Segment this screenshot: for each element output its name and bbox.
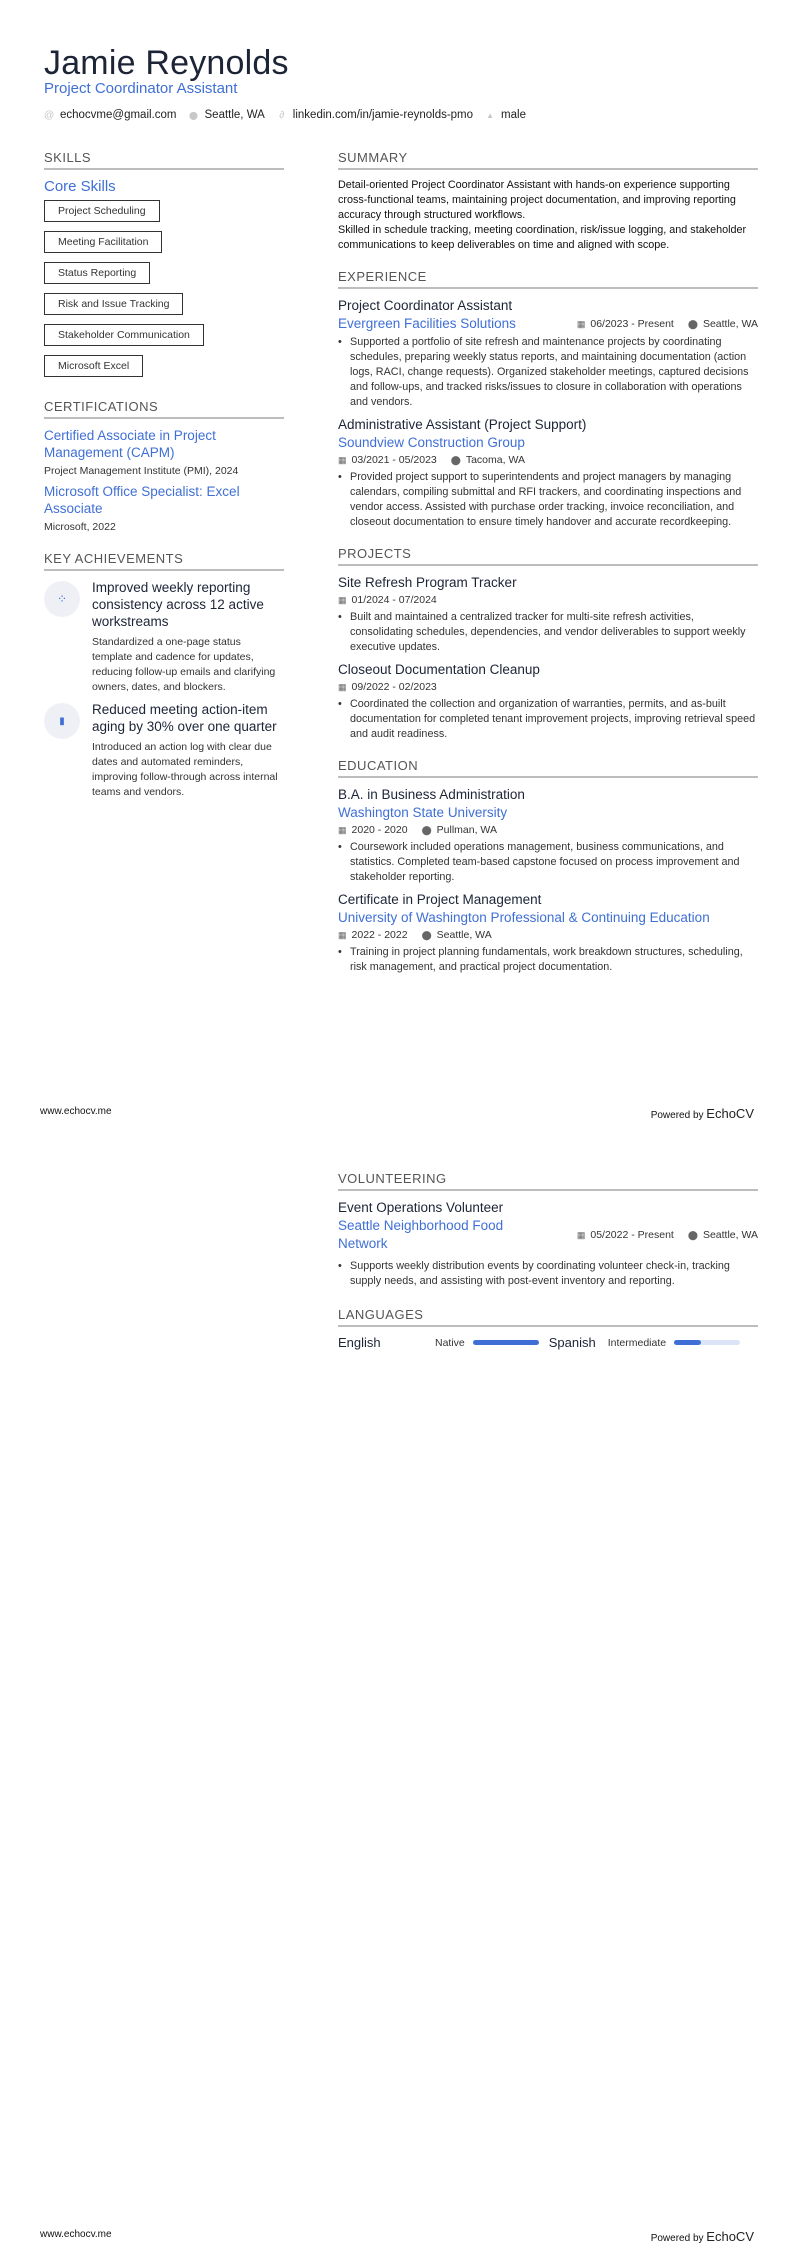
calendar-icon: ▦ [338, 930, 347, 940]
at-icon: @ [44, 109, 55, 121]
education-dates: 2020 - 2020 [351, 824, 408, 836]
education-location: Pullman, WA [436, 824, 497, 836]
certification-name: Microsoft Office Specialist: Excel Associate [44, 484, 240, 516]
target-icon: ⁘ [44, 581, 80, 617]
location-pin-icon: ⬤ [450, 455, 461, 465]
location-pin-icon: ⬤ [687, 1230, 698, 1240]
skill-tag: Stakeholder Communication [44, 324, 204, 346]
project-title: Site Refresh Program Tracker [338, 575, 517, 590]
skill-tag: Status Reporting [44, 262, 150, 284]
school-name: Washington State University [338, 805, 508, 820]
footer-site-link[interactable]: www.echocv.me [40, 1106, 112, 1117]
job-bullet: • Supported a portfolio of site refresh and maintenance projects by coordinating schedules, preparing weekly status reports, and maintaining documentation (action logs, RACI, change requests). Organized stakeholder meetings, captured decisions and follow-ups, and tracked risks/issues to closure in collaboration with operations and vendors. [338, 335, 758, 410]
volunteer-title: Event Operations Volunteer [338, 1200, 504, 1215]
project-title: Closeout Documentation Cleanup [338, 662, 540, 677]
contact-gender-text: male [501, 109, 526, 121]
contact-linkedin[interactable] [277, 109, 473, 121]
education-entry [338, 786, 758, 885]
achievement-item [44, 579, 284, 695]
certifications-section [44, 399, 284, 533]
candidate-name: Jamie Reynolds [44, 44, 289, 82]
volunteer-org: Seattle Neighborhood Food Network [338, 1218, 504, 1251]
achievement-title: Improved weekly reporting consistency across 12 active workstreams [92, 580, 264, 629]
summary-section [338, 150, 758, 253]
language-name: Spanish [548, 1335, 596, 1350]
job-bullet: • Provided project support to superintendents and project managers by managing calendars, compiling submittal and RFI trackers, and coordinating inspections and vendor access. Assisted with purchase order tracking, invoice reconciliation, and closeout documentation to ensure timely handover and accurate recordkeeping. [338, 470, 758, 530]
degree: Certificate in Project Management [338, 892, 542, 907]
projects-section [338, 546, 758, 742]
experience-entry [338, 416, 758, 530]
achievement-description: Standardized a one-page status template and cadence for updates, reducing follow-up emails and clarifying owners, dates, and blockers. [92, 636, 276, 693]
project-entry [338, 574, 758, 655]
contact-linkedin-text: linkedin.com/in/jamie-reynolds-pmo [292, 109, 474, 121]
project-dates: 09/2022 - 02/2023 [351, 681, 437, 693]
achievement-description: Introduced an action log with clear due dates and automated reminders, improving follow-through across internal teams and vendors. [92, 741, 278, 798]
education-location: Seattle, WA [436, 929, 492, 941]
education-bullet: • Coursework included operations management, business communications, and statistics. Completed team-based capstone focused on process improvement and stakeholder reporting. [338, 840, 758, 885]
summary-heading: SUMMARY [338, 150, 758, 170]
company-name: Evergreen Facilities Solutions [338, 316, 516, 331]
achievement-item [44, 701, 284, 800]
job-title: Administrative Assistant (Project Support) [338, 417, 587, 432]
project-dates: 01/2024 - 07/2024 [351, 594, 437, 606]
calendar-icon: ▦ [338, 595, 347, 605]
volunteering-heading: VOLUNTEERING [338, 1171, 758, 1191]
document-icon: ▮ [44, 703, 80, 739]
skill-tag: Meeting Facilitation [44, 231, 162, 253]
experience-section [338, 269, 758, 530]
calendar-icon: ▦ [576, 319, 586, 329]
brand-name: EchoCV [706, 1106, 754, 1121]
candidate-role: Project Coordinator Assistant [44, 80, 238, 97]
project-entry [338, 661, 758, 742]
certification-name: Certified Associate in Project Management (CAPM) [44, 428, 216, 460]
skill-tag: Risk and Issue Tracking [44, 293, 183, 315]
job-dates: 06/2023 - Present [590, 318, 674, 330]
volunteering-section [338, 1171, 758, 1289]
education-dates: 2022 - 2022 [351, 929, 408, 941]
language-name: English [338, 1335, 381, 1350]
job-dates: 03/2021 - 05/2023 [351, 454, 437, 466]
languages-heading: LANGUAGES [338, 1307, 758, 1327]
language-proficiency-bar [674, 1340, 740, 1345]
certification-issuer: Project Management Institute (PMI), 2024 [44, 465, 239, 477]
volunteer-entry [338, 1199, 758, 1289]
contact-bar [44, 109, 526, 121]
contact-location [189, 109, 265, 121]
contact-location-text: Seattle, WA [204, 109, 265, 121]
languages-section [338, 1307, 758, 1350]
contact-email-text: echocvme@gmail.com [60, 109, 177, 121]
education-bullet: • Training in project planning fundamentals, work breakdown structures, scheduling, risk management, and practical project documentation. [338, 945, 758, 975]
skill-tag: Microsoft Excel [44, 355, 143, 377]
person-icon: ▲ [486, 110, 494, 120]
achievements-section [44, 551, 284, 800]
calendar-icon: ▦ [338, 825, 347, 835]
volunteer-bullet: • Supports weekly distribution events by coordinating volunteer check-in, tracking supply needs, and assisting with post-event inventory and reporting. [338, 1259, 758, 1289]
education-heading: EDUCATION [338, 758, 758, 778]
core-skills-title: Core Skills [44, 178, 116, 195]
summary-paragraph: Detail-oriented Project Coordinator Assistant with hands-on experience supporting cross-functional teams, maintaining project documentation, and improving reporting accuracy through structured workflows. [338, 179, 736, 221]
education-section [338, 758, 758, 975]
languages-row [338, 1335, 758, 1350]
experience-heading: EXPERIENCE [338, 269, 758, 289]
job-location: Seattle, WA [702, 318, 758, 330]
degree: B.A. in Business Administration [338, 787, 525, 802]
powered-by: Powered by EchoCV [650, 2229, 754, 2244]
powered-by: Powered by EchoCV [650, 1106, 754, 1121]
certifications-heading: CERTIFICATIONS [44, 399, 284, 419]
project-bullet: • Built and maintained a centralized tracker for multi-site refresh activities, consolidating schedules, dependencies, and vendor deliverables to support weekly executive updates. [338, 610, 758, 655]
right-column [338, 150, 758, 981]
footer-site-link[interactable]: www.echocv.me [40, 2229, 112, 2240]
experience-entry [338, 297, 758, 410]
school-name: University of Washington Professional & Continuing Education [338, 910, 710, 925]
job-title: Project Coordinator Assistant [338, 298, 513, 313]
job-location: Tacoma, WA [465, 454, 525, 466]
calendar-icon: ▦ [338, 455, 347, 465]
skills-heading: SKILLS [44, 150, 284, 170]
volunteer-dates: 05/2022 - Present [590, 1229, 674, 1241]
left-column [44, 150, 284, 806]
contact-gender [485, 109, 526, 121]
education-entry [338, 891, 758, 975]
location-pin-icon: ⬤ [687, 319, 698, 329]
location-pin-icon: ⬤ [421, 825, 432, 835]
achievement-title: Reduced meeting action-item aging by 30% over one quarter [92, 702, 277, 734]
page-footer [0, 1106, 794, 1121]
location-pin-icon: ⬤ [189, 110, 198, 120]
language-level: Native [435, 1336, 465, 1349]
language-level: Intermediate [607, 1336, 667, 1349]
company-name: Soundview Construction Group [338, 435, 525, 450]
project-bullet: • Coordinated the collection and organization of warranties, permits, and as-built documentation for completed tenant improvement projects, improving retrieval speed and audit readiness. [338, 697, 758, 742]
skill-tag: Project Scheduling [44, 200, 160, 222]
certification-issuer: Microsoft, 2022 [44, 521, 116, 533]
achievements-heading: KEY ACHIEVEMENTS [44, 551, 284, 571]
summary-paragraph: Skilled in schedule tracking, meeting coordination, risk/issue logging, and stakeholder communications to keep deliverables on time and aligned with scope. [338, 224, 747, 251]
location-pin-icon: ⬤ [421, 930, 432, 940]
resume-page-2 [0, 1123, 794, 2246]
contact-email[interactable] [44, 109, 177, 121]
language-proficiency-bar [473, 1340, 539, 1345]
right-column-page2 [338, 1171, 758, 1350]
link-icon: ∂ [279, 109, 285, 121]
brand-name: EchoCV [706, 2229, 754, 2244]
volunteer-location: Seattle, WA [702, 1229, 758, 1241]
skills-section [44, 150, 284, 385]
projects-heading: PROJECTS [338, 546, 758, 566]
calendar-icon: ▦ [338, 682, 347, 692]
page-footer [0, 2229, 794, 2244]
calendar-icon: ▦ [576, 1230, 586, 1240]
